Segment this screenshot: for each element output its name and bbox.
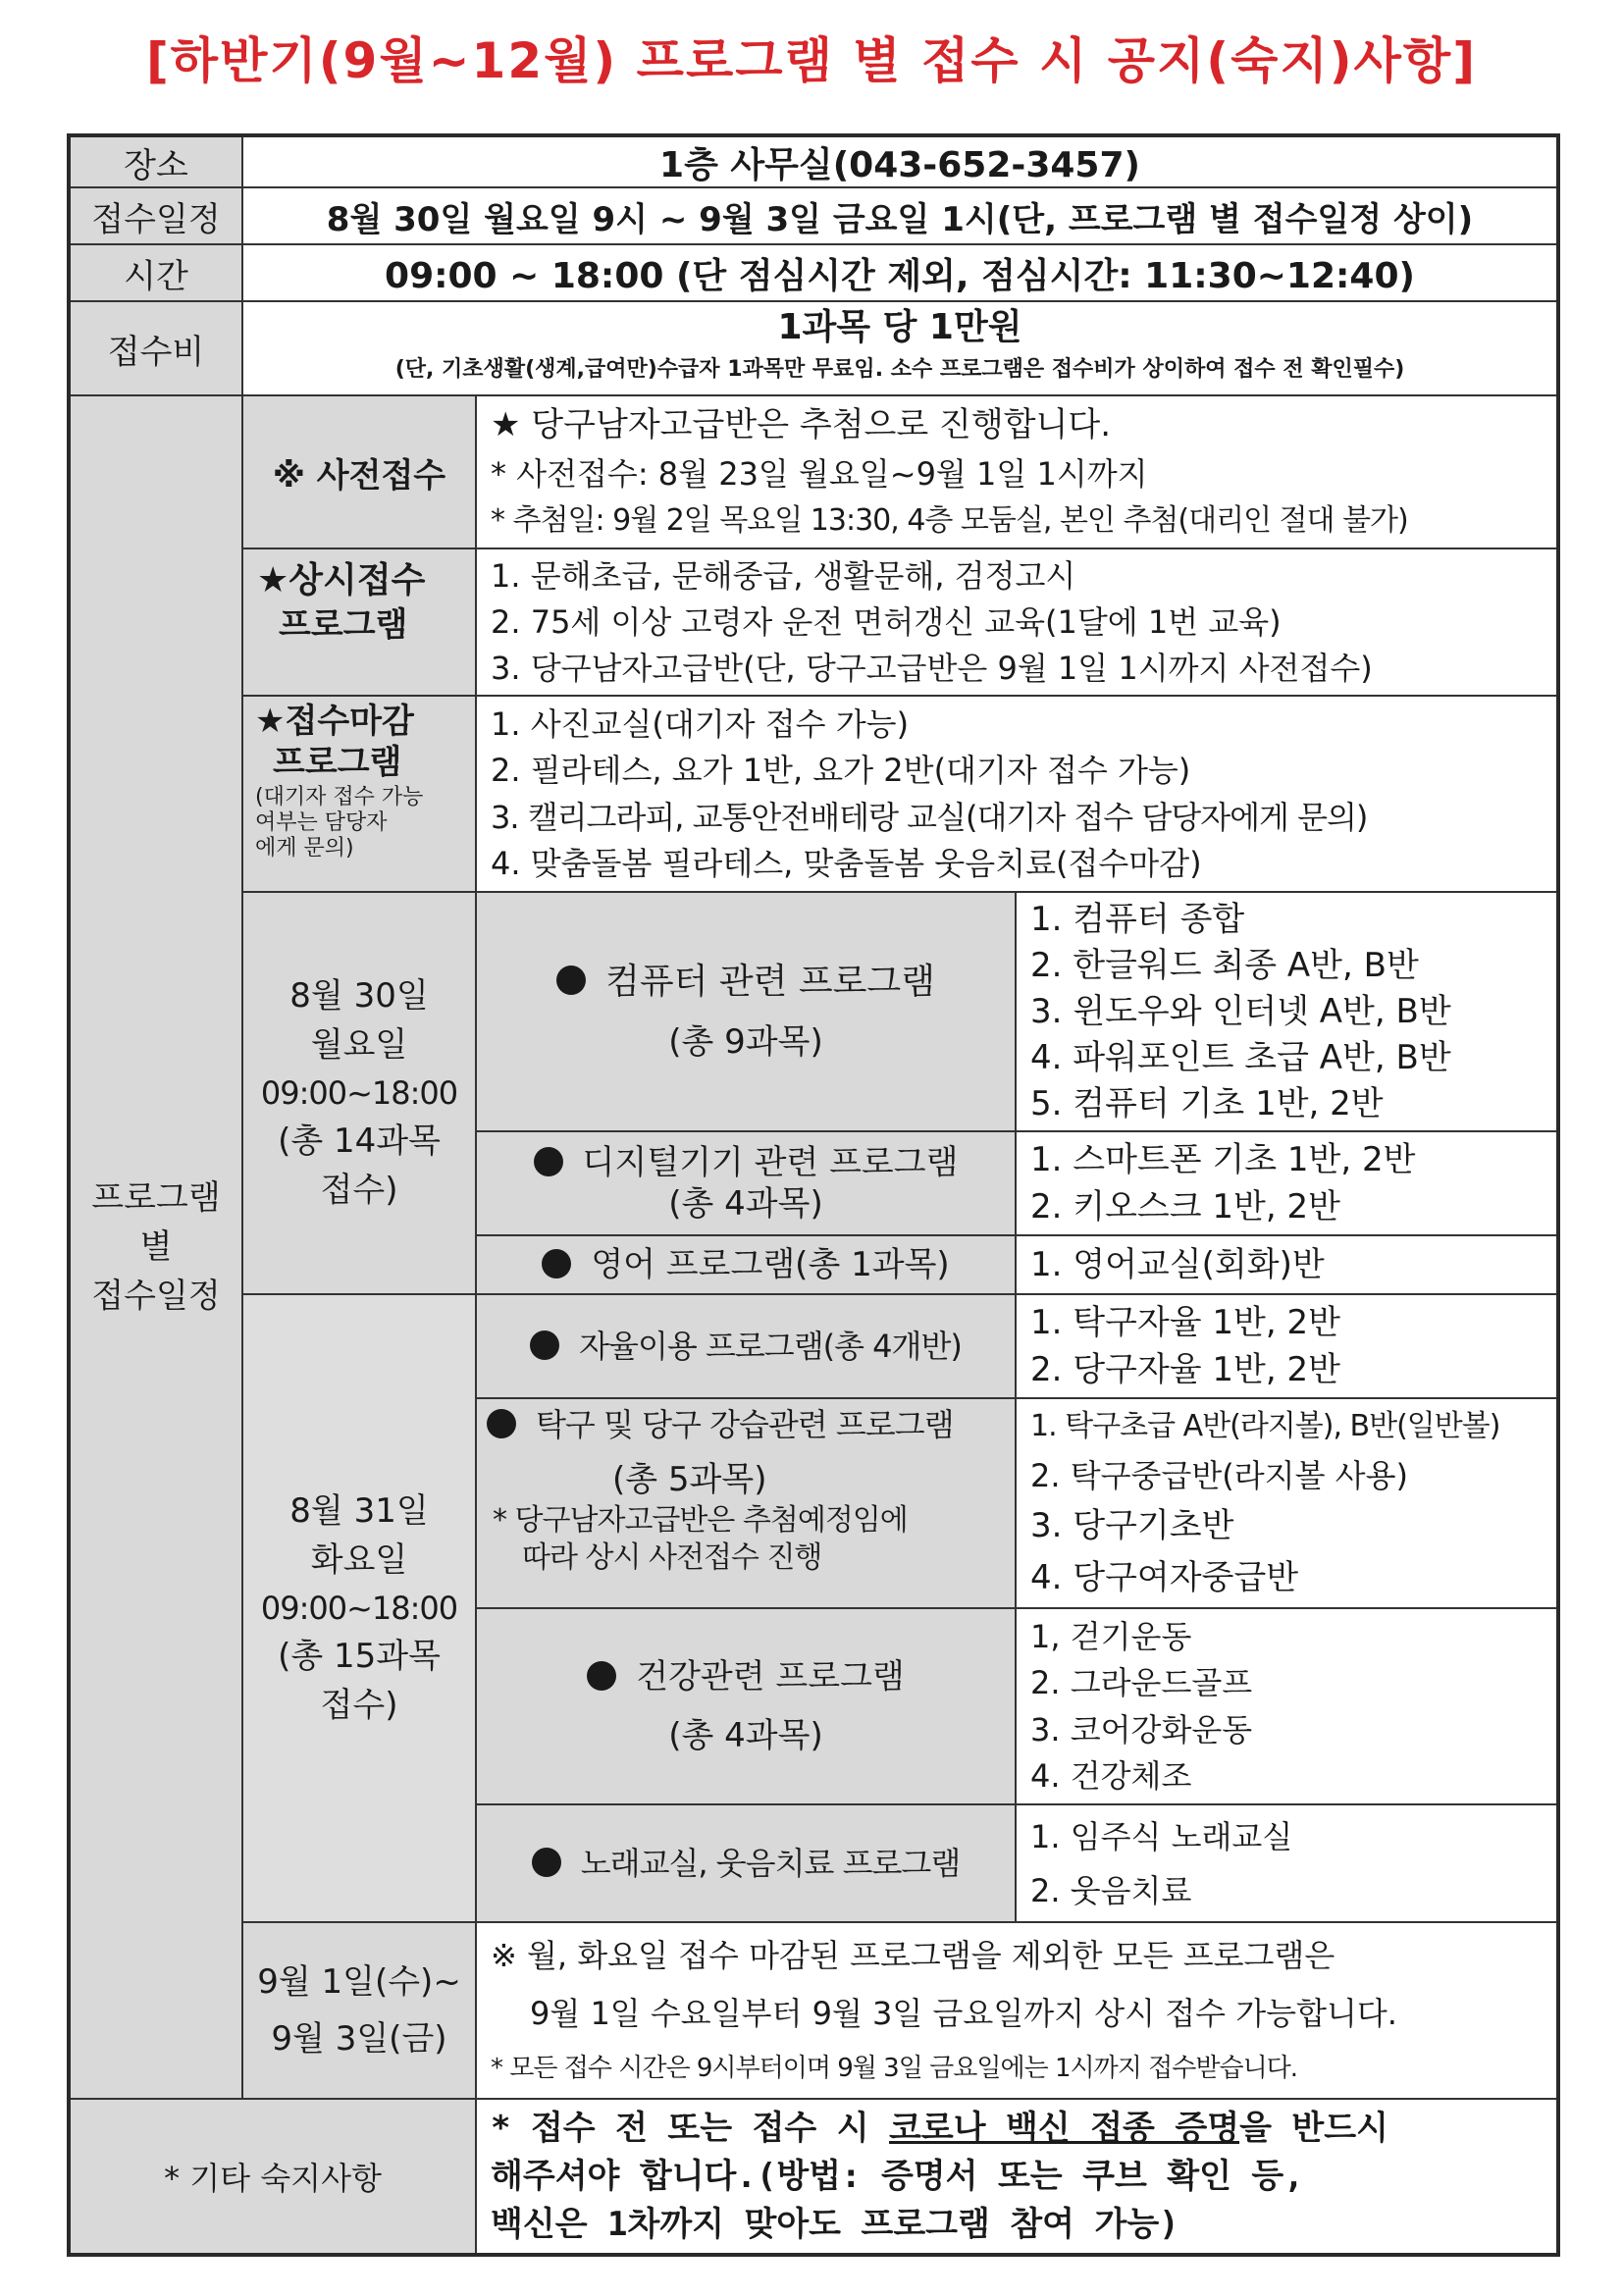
fee-label: 접수비: [71, 302, 243, 396]
pre-registration-info: ★ 당구남자고급반은 추첨으로 진행합니다. * 사전접수: 8월 23일 월요일~9월 1일 1시까지 * 추첨일: 9월 2일 목요일 13:30, 4층 모둠실, 본인 추첨(대리인 절대 불가): [477, 396, 1556, 549]
always-open-list: 1. 문해초급, 문해중급, 생활문해, 검정고시 2. 75세 이상 고령자 운전 면허갱신 교육(1달에 1번 교육) 3. 당구남자고급반(단, 당구고급반은 9월 1일 1시까지 사전접수): [477, 549, 1556, 697]
time-label: 시간: [71, 245, 243, 302]
closed-list: 1. 사진교실(대기자 접수 가능) 2. 필라테스, 요가 1반, 요가 2반(대기자 접수 가능) 3. 캘리그라피, 교통안전배테랑 교실(대기자 접수 담당자에게 문의) 4. 맞춤돌봄 필라테스, 맞춤돌봄 웃음치료(접수마감): [477, 697, 1556, 893]
bullet-icon: [542, 1249, 571, 1278]
self-use-program-list: 1. 탁구자율 1반, 2반 2. 당구자율 1반, 2반: [1017, 1295, 1556, 1399]
pre-registration-label: ※ 사전접수: [243, 396, 477, 549]
bullet-icon: [587, 1661, 616, 1691]
vaccine-proof-emphasis: 코로나 백신 접종 증명: [889, 2108, 1240, 2148]
digital-program-list: 1. 스마트폰 기초 1반, 2반 2. 키오스크 1반, 2반: [1017, 1132, 1556, 1236]
notice-table: [67, 133, 1560, 2257]
health-program-group: 건강관련 프로그램 (총 4과목): [477, 1609, 1017, 1805]
lesson-program-group: 탁구 및 당구 강습관련 프로그램 (총 5과목) * 당구남자고급반은 추첨예정임에 따라 상시 사전접수 진행: [477, 1399, 1017, 1609]
bullet-icon: [534, 1147, 563, 1176]
page-title: [하반기(9월~12월) 프로그램 별 접수 시 공지(숙지)사항]: [145, 32, 1478, 89]
bullet-icon: [532, 1848, 561, 1877]
rest-days-label: 9월 1일(수)~ 9월 3일(금): [243, 1923, 477, 2100]
bullet-icon: [487, 1409, 516, 1438]
digital-program-group: 디지털기기 관련 프로그램 (총 4과목): [477, 1132, 1017, 1236]
singing-program-list: 1. 임주식 노래교실 2. 웃음치료: [1017, 1805, 1556, 1923]
bullet-icon: [530, 1331, 559, 1360]
schedule-value: 8월 30일 월요일 9시 ~ 9월 3일 금요일 1시(단, 프로그램 별 접수일정 상이): [243, 188, 1556, 245]
time-value: 09:00 ~ 18:00 (단 점심시간 제외, 점심시간: 11:30~12:40): [243, 245, 1556, 302]
computer-program-group: 컴퓨터 관련 프로그램 (총 9과목): [477, 893, 1017, 1132]
program-schedule-label: 프로그램 별 접수일정: [71, 396, 243, 2100]
day1-label: 8월 30일 월요일 09:00~18:00 (총 14과목 접수): [243, 893, 477, 1295]
fee-value: 1과목 당 1만원: [777, 307, 1022, 347]
etc-label: * 기타 숙지사항: [71, 2100, 477, 2253]
location-label: 장소: [71, 137, 243, 188]
always-open-label: ★상시접수 프로그램: [243, 549, 477, 697]
singing-program-group: 노래교실, 웃음치료 프로그램: [477, 1805, 1017, 1923]
closed-label: ★접수마감 프로그램 (대기자 접수 가능 여부는 담당자 에게 문의): [243, 697, 477, 893]
health-program-list: 1, 걷기운동 2. 그라운드골프 3. 코어강화운동 4. 건강체조: [1017, 1609, 1556, 1805]
fee-note: (단, 기초생활(생계,급여만)수급자 1과목만 무료임. 소수 프로그램은 접수비가 상이하여 접수 전 확인필수): [394, 357, 1405, 382]
bullet-icon: [556, 965, 586, 995]
computer-program-list: 1. 컴퓨터 종합 2. 한글워드 최종 A반, B반 3. 윈도우와 인터넷 A반, B반 4. 파워포인트 초급 A반, B반 5. 컴퓨터 기초 1반, 2반: [1017, 893, 1556, 1132]
english-program-list: 1. 영어교실(회화)반: [1017, 1236, 1556, 1295]
lesson-program-list: 1. 탁구초급 A반(라지볼), B반(일반볼) 2. 탁구중급반(라지볼 사용) 3. 당구기초반 4. 당구여자중급반: [1017, 1399, 1556, 1609]
etc-notes: * 접수 전 또는 접수 시 코로나 백신 접종 증명을 반드시 해주셔야 합니다.(방법: 증명서 또는 쿠브 확인 등, 백신은 1차까지 맞아도 프로그램 참여 가능): [491, 2108, 1388, 2245]
location-value: 1층 사무실(043-652-3457): [243, 137, 1556, 188]
fee-cell: [243, 302, 1556, 396]
day2-label: 8월 31일 화요일 09:00~18:00 (총 15과목 접수): [243, 1295, 477, 1923]
rest-days-notes: ※ 월, 화요일 접수 마감된 프로그램을 제외한 모든 프로그램은 9월 1일 수요일부터 9월 3일 금요일까지 상시 접수 가능합니다. * 모든 접수 시간은 9시부터이며 9월 3일 금요일에는 1시까지 접수받습니다.: [477, 1923, 1556, 2100]
schedule-label: 접수일정: [71, 188, 243, 245]
self-use-program-group: 자율이용 프로그램(총 4개반): [477, 1295, 1017, 1399]
english-program-group: 영어 프로그램(총 1과목): [477, 1236, 1017, 1295]
